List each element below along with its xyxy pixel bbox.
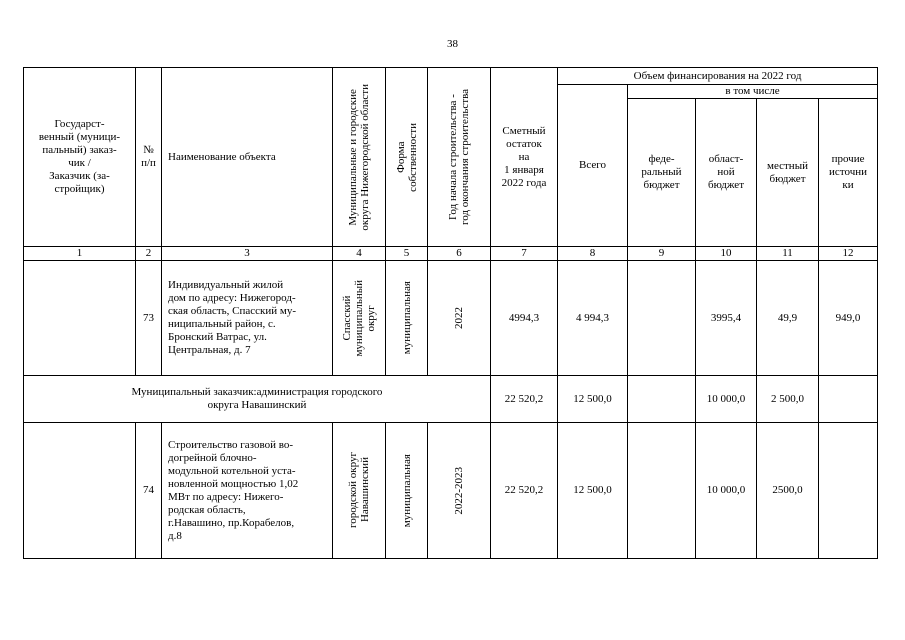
cell-federal <box>628 423 696 559</box>
header-balance: Сметный остаток на 1 января 2022 года <box>491 68 558 247</box>
header-name: Наименование объекта <box>162 68 333 247</box>
header-row <box>24 68 878 85</box>
header-regional: област- ной бюджет <box>696 99 757 247</box>
column-number: 6 <box>428 247 491 261</box>
header-num: № п/п <box>136 68 162 247</box>
cell-balance: 22 520,2 <box>491 376 558 423</box>
cell-other <box>819 423 878 559</box>
column-number: 7 <box>491 247 558 261</box>
cell-local: 49,9 <box>757 261 819 376</box>
customer-summary-row <box>24 376 878 423</box>
cell-local: 2 500,0 <box>757 376 819 423</box>
table-row <box>24 423 878 559</box>
cell-balance: 4994,3 <box>491 261 558 376</box>
column-number: 5 <box>386 247 428 261</box>
header-ownership: Форма собственности <box>386 68 428 247</box>
cell-num: 74 <box>136 423 162 559</box>
cell-ownership: муниципальная <box>386 261 428 376</box>
cell-total: 4 994,3 <box>558 261 628 376</box>
cell-federal <box>628 376 696 423</box>
cell-years: 2022 <box>428 261 491 376</box>
cell-regional: 10 000,0 <box>696 423 757 559</box>
column-number: 2 <box>136 247 162 261</box>
column-number: 8 <box>558 247 628 261</box>
cell-federal <box>628 261 696 376</box>
column-number: 11 <box>757 247 819 261</box>
cell-customer <box>24 423 136 559</box>
cell-regional: 10 000,0 <box>696 376 757 423</box>
cell-balance: 22 520,2 <box>491 423 558 559</box>
table-row <box>24 261 878 376</box>
page-number: 38 <box>447 38 458 50</box>
cell-name: Индивидуальный жилой дом по адресу: Нижегород- ская область, Спасский му- ниципальный район, с. Бронский Ватрас, ул. Центральная, д. 7 <box>162 261 333 376</box>
cell-customer <box>24 261 136 376</box>
header-local: местный бюджет <box>757 99 819 247</box>
header-customer: Государст- венный (муници- пальный) заказ- чик / Заказчик (за- стройщик) <box>24 68 136 247</box>
cell-regional: 3995,4 <box>696 261 757 376</box>
header-total: Всего <box>558 85 628 247</box>
financing-table <box>23 67 878 559</box>
header-including: в том числе <box>628 85 878 99</box>
cell-local: 2500,0 <box>757 423 819 559</box>
column-number: 9 <box>628 247 696 261</box>
column-number: 3 <box>162 247 333 261</box>
cell-total: 12 500,0 <box>558 423 628 559</box>
cell-name: Строительство газовой во- догрейной блочно- модульной котельной уста- новленной мощностью 1,02 МВт по адресу: Нижего- родская область, г.Навашино, пр.Корабелов, д.8 <box>162 423 333 559</box>
column-number: 4 <box>333 247 386 261</box>
header-municipality: Муниципальные и городские округа Нижегородской области <box>333 68 386 247</box>
header-financing: Объем финансирования на 2022 год <box>558 68 878 85</box>
header-years: Год начала строительства - год окончания строительства <box>428 68 491 247</box>
customer-label: Муниципальный заказчик:администрация городского округа Навашинский <box>24 376 491 423</box>
column-numbers-row <box>24 247 878 261</box>
header-other: прочие источни ки <box>819 99 878 247</box>
cell-total: 12 500,0 <box>558 376 628 423</box>
cell-municipality: городской округ Навашинский <box>333 423 386 559</box>
column-number: 12 <box>819 247 878 261</box>
cell-ownership: муниципальная <box>386 423 428 559</box>
cell-other: 949,0 <box>819 261 878 376</box>
cell-municipality: Спасский муниципальный округ <box>333 261 386 376</box>
cell-years: 2022-2023 <box>428 423 491 559</box>
cell-num: 73 <box>136 261 162 376</box>
column-number: 1 <box>24 247 136 261</box>
cell-other <box>819 376 878 423</box>
header-federal: феде- ральный бюджет <box>628 99 696 247</box>
column-number: 10 <box>696 247 757 261</box>
